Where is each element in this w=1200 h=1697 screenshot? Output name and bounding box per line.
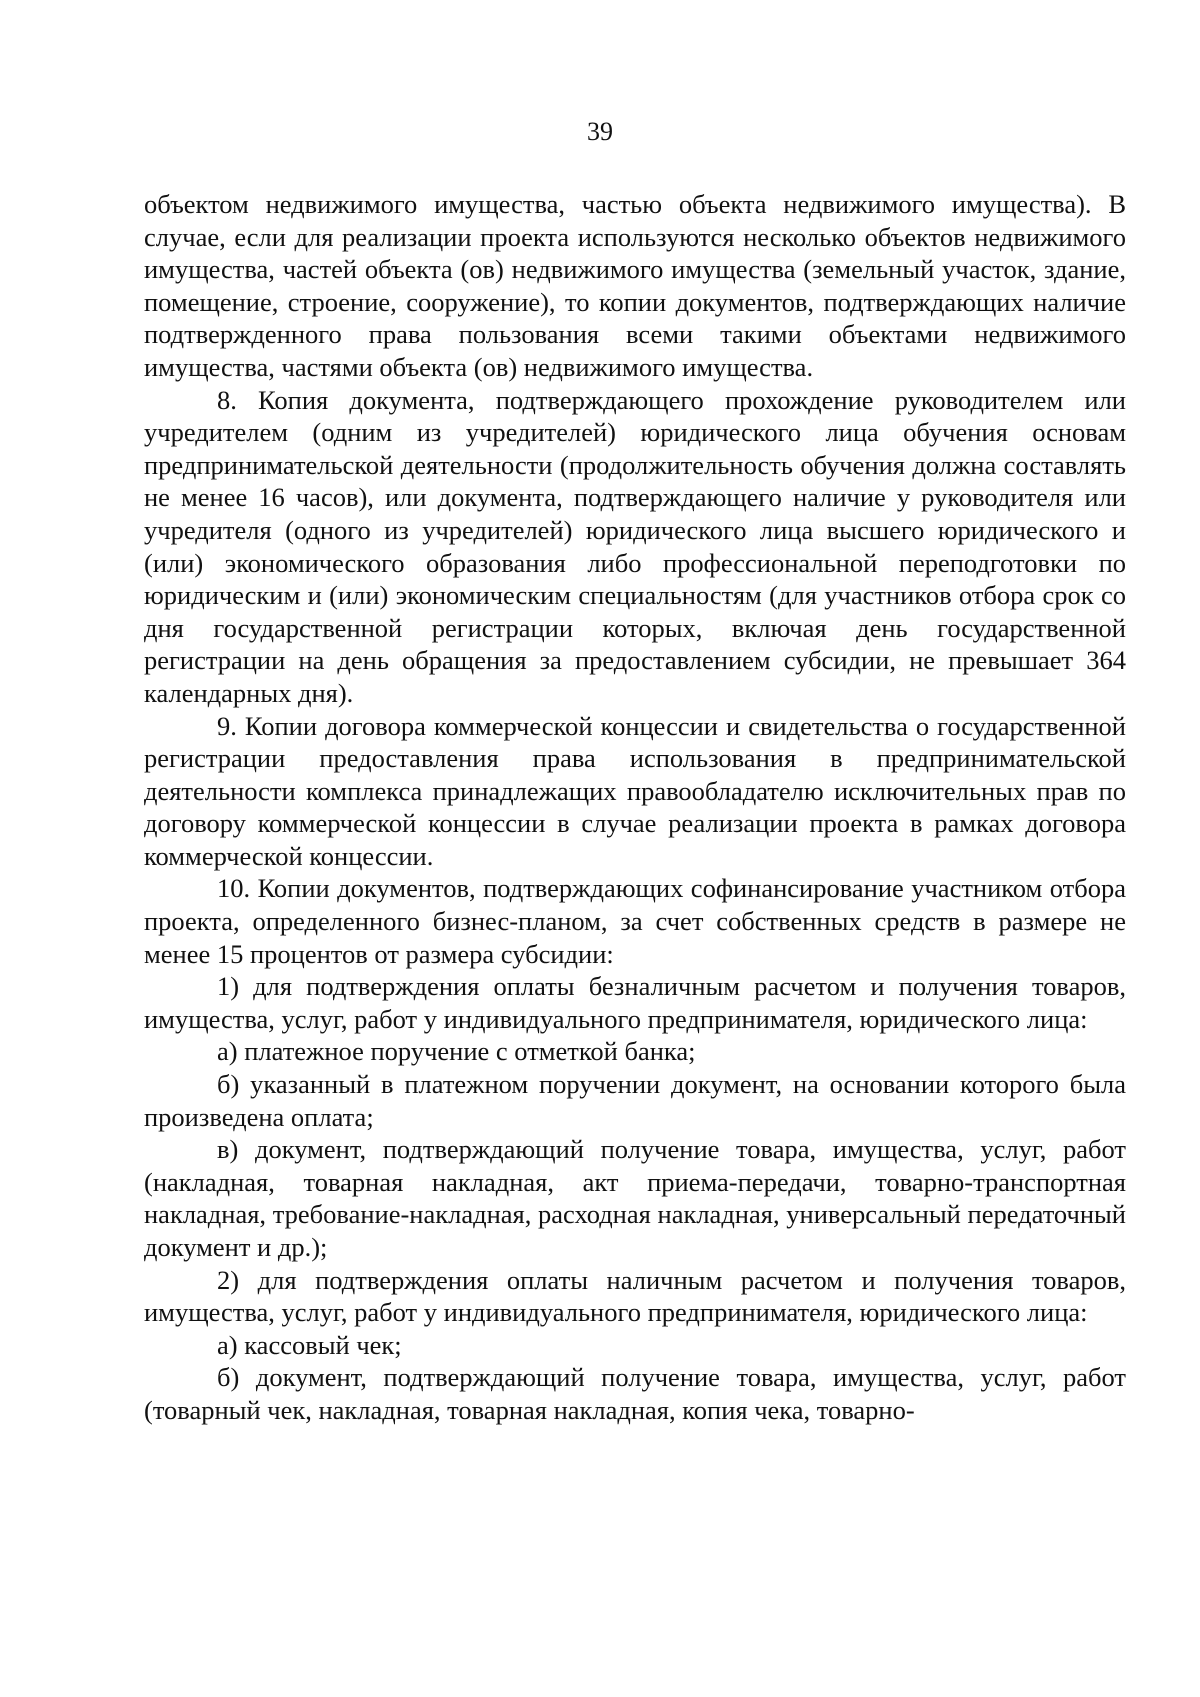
paragraph-subitem-1v: в) документ, подтверждающий получение товара, имущества, услуг, работ (накладная, товарная накладная, акт приема-передачи, товарно-транспортная накладная, требование-накладная, расходная накладная, универсальный передаточный документ и др.); [144, 1134, 1126, 1262]
paragraph-subitem-2: 2) для подтверждения оплаты наличным расчетом и получения товаров, имущества, услуг, работ у индивидуального предпринимателя, юридического лица: [144, 1264, 1126, 1328]
paragraph-continuation: объектом недвижимого имущества, частью объекта недвижимого имущества). В случае, если для реализации проекта используются несколько объектов недвижимого имущества, частей объекта (ов) недвижимого имущества (земельный участок, здание, помещение, строение, сооружение), то копии документов, подтверждающих наличие подтвержденного права пользования всеми такими объектами недвижимого имущества, частями объекта (ов) недвижимого имущества. [144, 189, 1126, 382]
paragraph-subitem-1b: б) указанный в платежном поручении документ, на основании которого была произведена оплата; [144, 1069, 1126, 1132]
paragraph-item-8: 8. Копия документа, подтверждающего прохождение руководителем или учредителем (одним из учредителей) юридического лица обучения основам предпринимательской деятельности (продолжительность обучения должна составлять не менее 16 часов), или документа, подтверждающего наличие у руководителя или учредителя (одного из учредителей) юридического лица высшего юридического и (или) экономического образования либо профессиональной переподготовки по юридическим и (или) экономическим специальностям (для участников отбора срок со дня государственной регистрации которых, включая день государственной регистрации на день обращения за предоставлением субсидии, не превышает 364 календарных дня). [144, 384, 1126, 708]
paragraph-item-10: 10. Копии документов, подтверждающих софинансирование участником отбора проекта, определенного бизнес-планом, за счет собственных средств в размере не менее 15 процентов от размера субсидии: [144, 873, 1126, 969]
paragraph-subitem-2b: б) документ, подтверждающий получение товара, имущества, услуг, работ (товарный чек, накладная, товарная накладная, копия чека, товарно- [144, 1362, 1126, 1425]
page-number: 39 [587, 117, 613, 146]
document-body [144, 188, 1126, 1427]
paragraph-subitem-1: 1) для подтверждения оплаты безналичным расчетом и получения товаров, имущества, услуг, работ у индивидуального предпринимателя, юридического лица: [144, 971, 1126, 1034]
paragraph-subitem-2a: а) кассовый чек; [217, 1329, 402, 1360]
paragraph-item-9: 9. Копии договора коммерческой концессии и свидетельства о государственной регистрации предоставления права использования в предпринимательской деятельности комплекса принадлежащих правообладателю исключительных прав по договору коммерческой концессии в случае реализации проекта в рамках договора коммерческой концессии. [144, 710, 1126, 871]
paragraph-subitem-1a: а) платежное поручение с отметкой банка; [217, 1036, 696, 1067]
